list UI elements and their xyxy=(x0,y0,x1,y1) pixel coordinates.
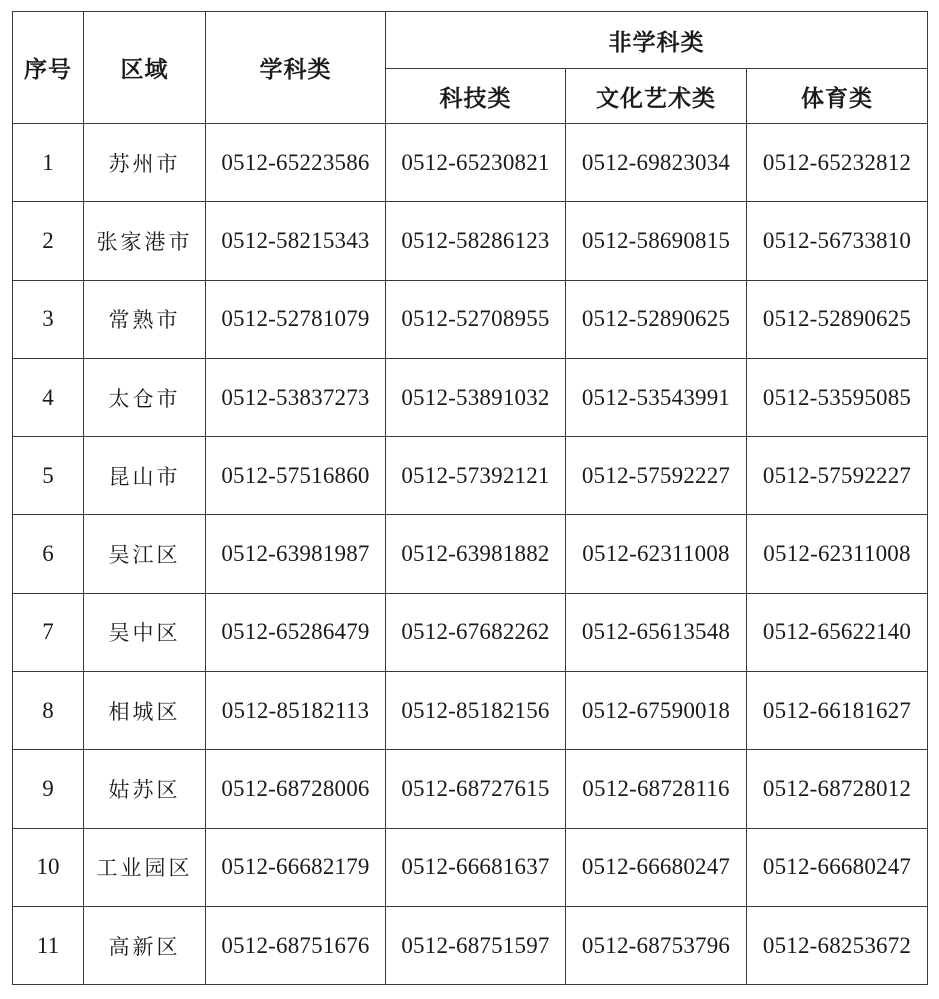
sports-phone-cell: 0512-57592227 xyxy=(747,437,928,515)
header-non-academic: 非学科类 xyxy=(386,12,928,69)
tech-phone-cell: 0512-65230821 xyxy=(386,124,566,202)
academic-phone-cell: 0512-65286479 xyxy=(206,593,386,671)
sports-phone-cell: 0512-66181627 xyxy=(747,672,928,750)
table-body xyxy=(13,124,928,985)
index-cell: 3 xyxy=(13,280,84,358)
sports-phone-cell: 0512-68253672 xyxy=(747,906,928,984)
index-cell: 9 xyxy=(13,750,84,828)
region-cell: 常熟市 xyxy=(84,280,206,358)
culture-art-phone-cell: 0512-58690815 xyxy=(566,202,747,280)
region-cell: 吴江区 xyxy=(84,515,206,593)
tech-phone-cell: 0512-85182156 xyxy=(386,672,566,750)
culture-art-phone-cell: 0512-62311008 xyxy=(566,515,747,593)
region-cell: 昆山市 xyxy=(84,437,206,515)
header-sports: 体育类 xyxy=(747,69,928,124)
index-cell: 11 xyxy=(13,906,84,984)
culture-art-phone-cell: 0512-57592227 xyxy=(566,437,747,515)
culture-art-phone-cell: 0512-53543991 xyxy=(566,358,747,436)
table-row xyxy=(13,515,928,593)
sports-phone-cell: 0512-56733810 xyxy=(747,202,928,280)
table-row xyxy=(13,750,928,828)
index-cell: 1 xyxy=(13,124,84,202)
table-row xyxy=(13,593,928,671)
header-region: 区域 xyxy=(84,12,206,124)
table-row xyxy=(13,358,928,436)
academic-phone-cell: 0512-85182113 xyxy=(206,672,386,750)
tech-phone-cell: 0512-67682262 xyxy=(386,593,566,671)
sports-phone-cell: 0512-62311008 xyxy=(747,515,928,593)
header-tech: 科技类 xyxy=(386,69,566,124)
table-row xyxy=(13,280,928,358)
index-cell: 8 xyxy=(13,672,84,750)
culture-art-phone-cell: 0512-52890625 xyxy=(566,280,747,358)
table-row xyxy=(13,202,928,280)
tech-phone-cell: 0512-53891032 xyxy=(386,358,566,436)
culture-art-phone-cell: 0512-68728116 xyxy=(566,750,747,828)
table-row xyxy=(13,828,928,906)
index-cell: 10 xyxy=(13,828,84,906)
sports-phone-cell: 0512-65232812 xyxy=(747,124,928,202)
contact-table xyxy=(12,11,928,985)
academic-phone-cell: 0512-65223586 xyxy=(206,124,386,202)
sports-phone-cell: 0512-53595085 xyxy=(747,358,928,436)
academic-phone-cell: 0512-52781079 xyxy=(206,280,386,358)
sports-phone-cell: 0512-66680247 xyxy=(747,828,928,906)
index-cell: 7 xyxy=(13,593,84,671)
tech-phone-cell: 0512-66681637 xyxy=(386,828,566,906)
tech-phone-cell: 0512-63981882 xyxy=(386,515,566,593)
academic-phone-cell: 0512-57516860 xyxy=(206,437,386,515)
tech-phone-cell: 0512-68751597 xyxy=(386,906,566,984)
header-row-top xyxy=(13,12,928,69)
region-cell: 吴中区 xyxy=(84,593,206,671)
tech-phone-cell: 0512-57392121 xyxy=(386,437,566,515)
index-cell: 6 xyxy=(13,515,84,593)
academic-phone-cell: 0512-66682179 xyxy=(206,828,386,906)
table-row xyxy=(13,672,928,750)
tech-phone-cell: 0512-52708955 xyxy=(386,280,566,358)
table-row xyxy=(13,906,928,984)
region-cell: 高新区 xyxy=(84,906,206,984)
index-cell: 5 xyxy=(13,437,84,515)
sports-phone-cell: 0512-65622140 xyxy=(747,593,928,671)
tech-phone-cell: 0512-58286123 xyxy=(386,202,566,280)
culture-art-phone-cell: 0512-67590018 xyxy=(566,672,747,750)
academic-phone-cell: 0512-58215343 xyxy=(206,202,386,280)
academic-phone-cell: 0512-63981987 xyxy=(206,515,386,593)
sports-phone-cell: 0512-52890625 xyxy=(747,280,928,358)
index-cell: 2 xyxy=(13,202,84,280)
academic-phone-cell: 0512-68728006 xyxy=(206,750,386,828)
region-cell: 张家港市 xyxy=(84,202,206,280)
culture-art-phone-cell: 0512-66680247 xyxy=(566,828,747,906)
index-cell: 4 xyxy=(13,358,84,436)
sports-phone-cell: 0512-68728012 xyxy=(747,750,928,828)
header-academic: 学科类 xyxy=(206,12,386,124)
region-cell: 相城区 xyxy=(84,672,206,750)
academic-phone-cell: 0512-68751676 xyxy=(206,906,386,984)
table-row xyxy=(13,124,928,202)
culture-art-phone-cell: 0512-69823034 xyxy=(566,124,747,202)
header-culture-art: 文化艺术类 xyxy=(566,69,747,124)
academic-phone-cell: 0512-53837273 xyxy=(206,358,386,436)
region-cell: 工业园区 xyxy=(84,828,206,906)
culture-art-phone-cell: 0512-65613548 xyxy=(566,593,747,671)
region-cell: 太仓市 xyxy=(84,358,206,436)
tech-phone-cell: 0512-68727615 xyxy=(386,750,566,828)
header-index: 序号 xyxy=(13,12,84,124)
region-cell: 姑苏区 xyxy=(84,750,206,828)
region-cell: 苏州市 xyxy=(84,124,206,202)
table-row xyxy=(13,437,928,515)
culture-art-phone-cell: 0512-68753796 xyxy=(566,906,747,984)
